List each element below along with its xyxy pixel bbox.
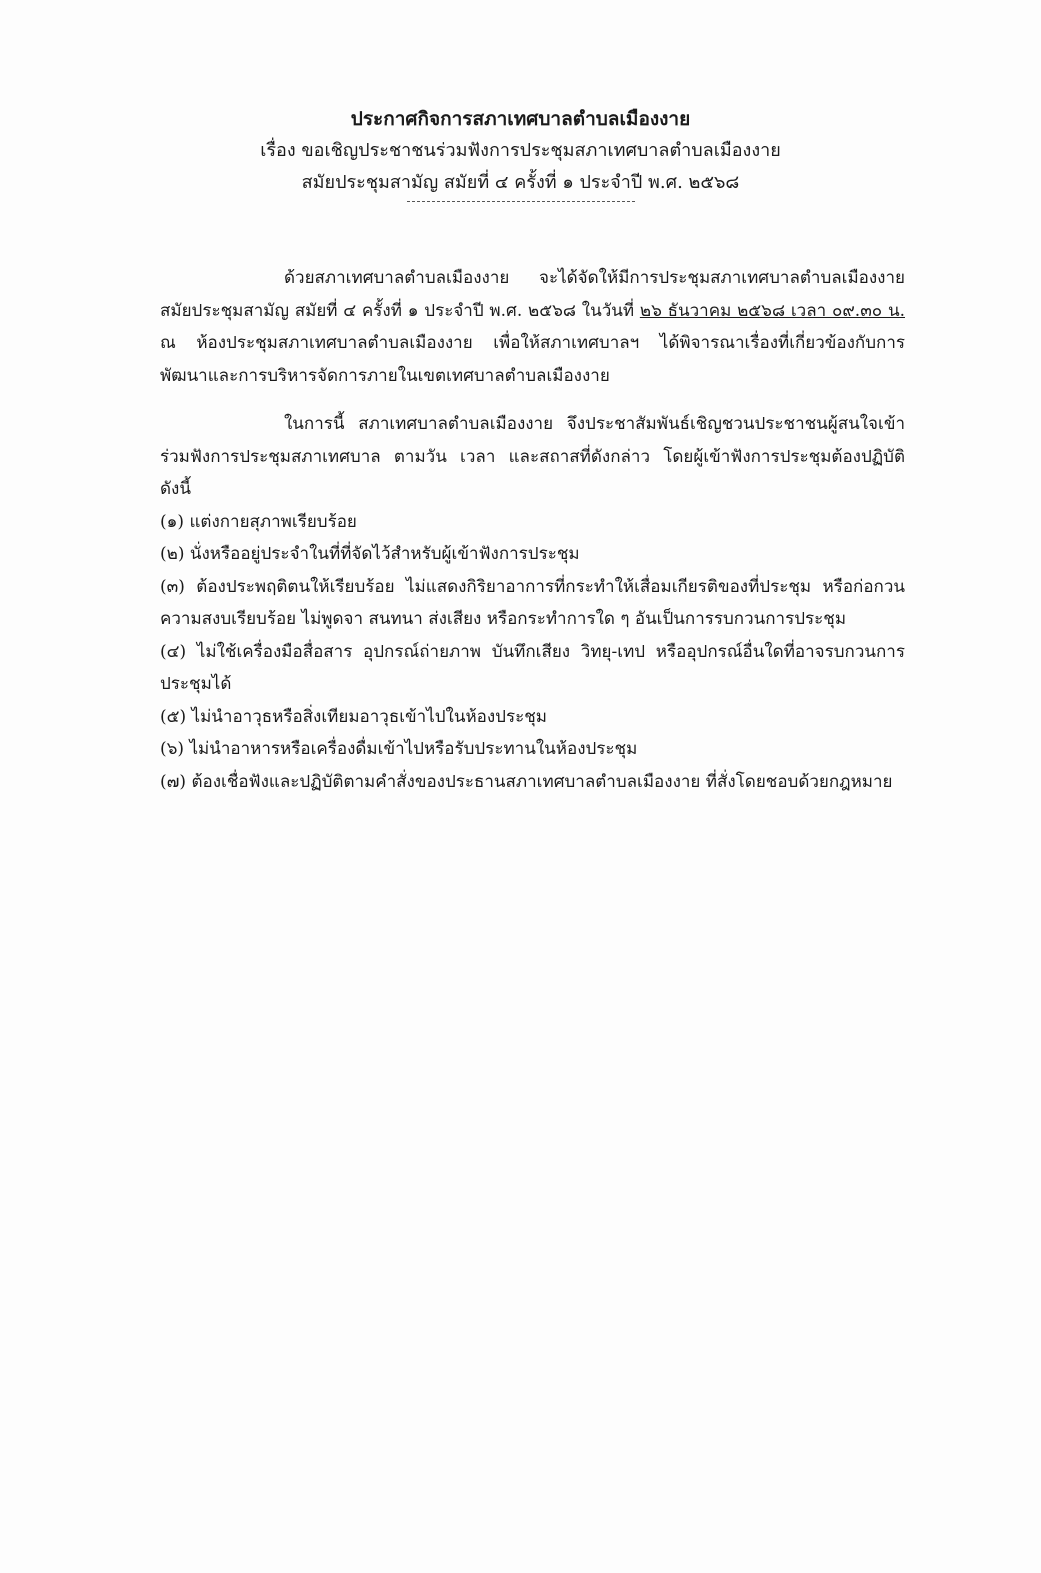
announcement-header	[0, 103, 1041, 202]
rule-item: (๒) นั่งหรืออยู่ประจำในที่ที่จัดไว้สำหรับผู้เข้าฟังการประชุม	[160, 544, 580, 564]
paragraph-invitation-text: ในการนี้ สภาเทศบาลตำบลเมืองงาย จึงประชาสัมพันธ์เชิญชวนประชาชนผู้สนใจเข้าร่วมฟังการประชุมสภาเทศบาล ตามวัน เวลา และสถาสที่ดังกล่าว โดยผู้เข้าฟังการประชุมต้องปฏิบัติ ดังนี้	[160, 414, 905, 499]
paragraph-meeting-info-part1: ด้วยสภาเทศบาลตำบลเมืองงาย จะได้จัดให้มีการประชุมสภาเทศบาลตำบลเมืองงาย สมัยประชุมสามัญ สมัยที่ ๔ ครั้งที่ ๑ ประจำปี พ.ศ. ๒๕๖๘ ในวันที่	[160, 268, 905, 321]
announcement-session: สมัยประชุมสามัญ สมัยที่ ๔ ครั้งที่ ๑ ประจำปี พ.ศ. ๒๕๖๘	[301, 172, 740, 193]
rule-item: (๕) ไม่นำอาวุธหรือสิ่งเทียมอาวุธเข้าไปในห้องประชุม	[160, 706, 547, 727]
rule-item: (๗) ต้องเชื่อฟังและปฏิบัติตามคำสั่งของประธานสภาเทศบาลตำบลเมืองงาย ที่สั่งโดยชอบด้วยกฎหมาย	[160, 771, 893, 792]
meeting-date-time: ๒๖ ธันวาคม ๒๕๖๘ เวลา ๐๙.๓๐ น.	[639, 300, 905, 321]
paragraph-invitation	[160, 408, 905, 506]
rule-item: (๑) แต่งกายสุภาพเรียบร้อย	[160, 511, 357, 532]
paragraph-meeting-info	[160, 262, 905, 392]
header-divider	[407, 201, 635, 202]
rule-item: (๖) ไม่นำอาหารหรือเครื่องดื่มเข้าไปหรือรับประทานในห้องประชุม	[160, 739, 638, 759]
announcement-body	[160, 262, 905, 798]
rule-item: (๔) ไม่ใช้เครื่องมือสื่อสาร อุปกรณ์ถ่ายภาพ บันทึกเสียง วิทยุ-เทป หรืออุปกรณ์อื่นใดที่อาจรบกวนการประชุมได้	[160, 641, 905, 694]
announcement-title: ประกาศกิจการสภาเทศบาลตำบลเมืองงาย	[350, 108, 691, 130]
paragraph-meeting-info-part2: ณ ห้องประชุมสภาเทศบาลตำบลเมืองงาย เพื่อให้สภาเทศบาลฯ ได้พิจารณาเรื่องที่เกี่ยวข้องกับการพัฒนาและการบริหารจัดการภายในเขตเทศบาลตำบลเมืองงาย	[160, 333, 905, 386]
announcement-subject: เรื่อง ขอเชิญประชาชนร่วมฟังการประชุมสภาเทศบาลตำบลเมืองงาย	[260, 140, 781, 161]
rule-item: (๓) ต้องประพฤติตนให้เรียบร้อย ไม่แสดงกิริยาอาการที่กระทำให้เสื่อมเกียรติของที่ประชุม หรือก่อกวนความสงบเรียบร้อย ไม่พูดจา สนทนา ส่งเสียง หรือกระทำการใด ๆ อันเป็นการรบกวนการประชุม	[160, 576, 905, 629]
